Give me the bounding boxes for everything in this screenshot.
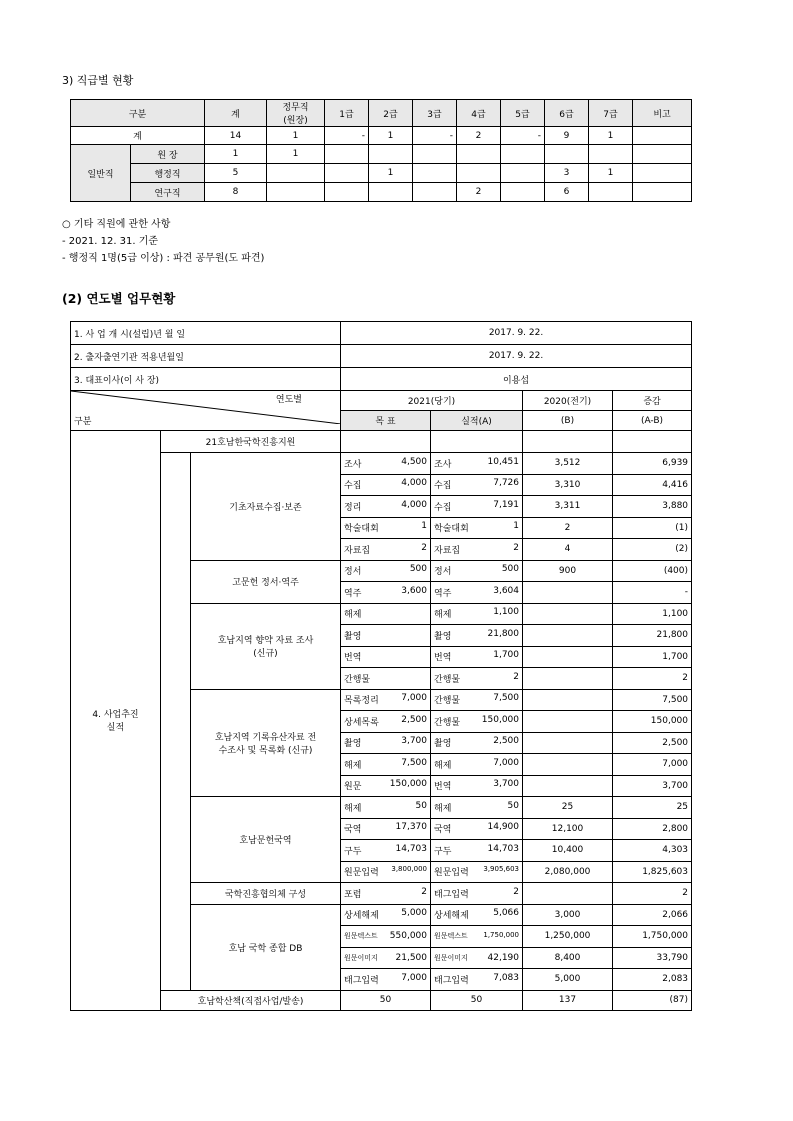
actual-cell: 촬영 2,500: [431, 732, 523, 754]
change-cell: 2: [613, 883, 692, 905]
rank-status-table: [70, 99, 692, 202]
header-8: 6급: [545, 100, 589, 127]
change-cell: 1,100: [613, 603, 692, 625]
change-cell: 7,500: [613, 689, 692, 711]
info-label: 3. 대표이사(이 사 장): [71, 368, 341, 391]
section2-title: (2) 연도별 업무현황: [62, 291, 176, 306]
header-change: 증감: [613, 391, 692, 411]
last-actual: 50: [431, 990, 523, 1010]
total-label: 계: [71, 127, 205, 145]
org-label: 21호남한국학진흥지원: [161, 431, 341, 453]
change-cell: 2,800: [613, 818, 692, 840]
total-cell: 9: [545, 127, 589, 145]
previous-cell: 2: [523, 517, 613, 539]
actual-cell: 국역 14,900: [431, 818, 523, 840]
actual-cell: 학술대회 1: [431, 517, 523, 539]
previous-cell: 8,400: [523, 947, 613, 969]
actual-cell: 촬영 21,800: [431, 625, 523, 647]
target-cell: 촬영 3,700: [341, 732, 431, 754]
row-cell: [325, 145, 369, 164]
actual-cell: 간행물 150,000: [431, 711, 523, 733]
row-cell: [267, 164, 325, 183]
actual-cell: 원문이미지 42,190: [431, 947, 523, 969]
target-cell: 원문이미지 21,500: [341, 947, 431, 969]
row-cell: 1: [589, 164, 633, 183]
target-cell: 해제: [341, 603, 431, 625]
row-cell: [501, 145, 545, 164]
actual-cell: 간행물 7,500: [431, 689, 523, 711]
group-name: 호남지역 기록유산자료 전 수조사 및 목록화 (신규): [191, 689, 341, 797]
target-cell: 목록정리 7,000: [341, 689, 431, 711]
target-cell: 조사 4,500: [341, 453, 431, 475]
change-cell: (1): [613, 517, 692, 539]
row-cell: [633, 145, 692, 164]
header-current: 2021(당기): [341, 391, 523, 411]
row-cell: 1: [369, 164, 413, 183]
actual-cell: 해제 50: [431, 797, 523, 819]
target-cell: 정서 500: [341, 560, 431, 582]
row-cell: [413, 183, 457, 202]
header-2: 정무직 (원장): [267, 100, 325, 127]
change-cell: 2,500: [613, 732, 692, 754]
target-cell: 간행물: [341, 668, 431, 690]
header-1: 계: [205, 100, 267, 127]
row-cell: [501, 164, 545, 183]
group-name: 호남지역 향약 자료 조사 (신규): [191, 603, 341, 689]
change-cell: 4,303: [613, 840, 692, 862]
previous-cell: [523, 754, 613, 776]
previous-cell: 3,310: [523, 474, 613, 496]
header-7: 5급: [501, 100, 545, 127]
total-cell: 14: [205, 127, 267, 145]
target-cell: 수집 4,000: [341, 474, 431, 496]
target-cell: 원문입력 3,800,000: [341, 861, 431, 883]
row-cell: [325, 183, 369, 202]
yearly-business-table: [70, 321, 692, 1011]
change-cell: 1,750,000: [613, 926, 692, 948]
info-value: 2017. 9. 22.: [341, 345, 692, 368]
change-cell: 1,700: [613, 646, 692, 668]
actual-cell: 태그입력 2: [431, 883, 523, 905]
note-2: - 2021. 12. 31. 기준: [62, 236, 159, 247]
row-cell: 3: [545, 164, 589, 183]
note-1: ○ 기타 직원에 관한 사항: [62, 219, 171, 230]
actual-cell: 해제 1,100: [431, 603, 523, 625]
main-label: 4. 사업추진 실적: [71, 431, 161, 1011]
previous-cell: [523, 689, 613, 711]
change-cell: 7,000: [613, 754, 692, 776]
row-cell: [413, 145, 457, 164]
previous-cell: 4: [523, 539, 613, 561]
total-cell: 2: [457, 127, 501, 145]
target-cell: 학술대회 1: [341, 517, 431, 539]
actual-cell: 태그입력 7,083: [431, 969, 523, 991]
target-cell: 자료집 2: [341, 539, 431, 561]
header-6: 4급: [457, 100, 501, 127]
previous-cell: 3,311: [523, 496, 613, 518]
last-change: (87): [613, 990, 692, 1010]
total-cell: 1: [589, 127, 633, 145]
total-cell: 1: [267, 127, 325, 145]
change-cell: 1,825,603: [613, 861, 692, 883]
previous-cell: 1,250,000: [523, 926, 613, 948]
row-cell: 1: [267, 145, 325, 164]
target-cell: 원문 150,000: [341, 775, 431, 797]
info-value: 2017. 9. 22.: [341, 322, 692, 345]
previous-cell: 10,400: [523, 840, 613, 862]
actual-cell: 상세해제 5,066: [431, 904, 523, 926]
change-cell: (2): [613, 539, 692, 561]
actual-cell: 자료집 2: [431, 539, 523, 561]
actual-cell: 정서 500: [431, 560, 523, 582]
header-9: 7급: [589, 100, 633, 127]
section3-title: 3) 직급별 현황: [62, 74, 134, 87]
actual-cell: 간행물 2: [431, 668, 523, 690]
target-cell: 해제 50: [341, 797, 431, 819]
change-cell: 2,066: [613, 904, 692, 926]
header-5: 3급: [413, 100, 457, 127]
header-target: 목 표: [341, 411, 431, 431]
total-cell: 1: [369, 127, 413, 145]
actual-cell: 번역 1,700: [431, 646, 523, 668]
change-cell: 4,416: [613, 474, 692, 496]
row-label: 원 장: [131, 145, 205, 164]
row-cell: 2: [457, 183, 501, 202]
last-previous: 137: [523, 990, 613, 1010]
header-category: 구분: [71, 100, 205, 127]
header-previous: 2020(전기): [523, 391, 613, 411]
previous-cell: [523, 775, 613, 797]
actual-cell: 원문텍스트 1,750,000: [431, 926, 523, 948]
previous-cell: 3,000: [523, 904, 613, 926]
actual-cell: 번역 3,700: [431, 775, 523, 797]
row-cell: 5: [205, 164, 267, 183]
change-cell: 2,083: [613, 969, 692, 991]
change-cell: 150,000: [613, 711, 692, 733]
target-cell: 번역: [341, 646, 431, 668]
change-cell: 3,700: [613, 775, 692, 797]
group-name: 호남 국학 종합 DB: [191, 904, 341, 990]
row-cell: [633, 183, 692, 202]
group-label: 일반직: [71, 145, 131, 202]
header-previous-sub: (B): [523, 411, 613, 431]
row-cell: [589, 145, 633, 164]
row-cell: [457, 164, 501, 183]
row-cell: 8: [205, 183, 267, 202]
diagonal-header: 연도별 구분: [71, 391, 341, 431]
target-cell: 국역 17,370: [341, 818, 431, 840]
row-cell: 6: [545, 183, 589, 202]
target-cell: 해제 7,500: [341, 754, 431, 776]
note-3: - 행정직 1명(5급 이상) : 파견 공무원(도 파견): [62, 253, 265, 264]
row-cell: [633, 164, 692, 183]
target-cell: 포럼 2: [341, 883, 431, 905]
previous-cell: [523, 883, 613, 905]
total-cell: -: [325, 127, 369, 145]
last-target: 50: [341, 990, 431, 1010]
total-cell: [633, 127, 692, 145]
previous-cell: 900: [523, 560, 613, 582]
header-actual: 실적(A): [431, 411, 523, 431]
change-cell: 33,790: [613, 947, 692, 969]
group-name: 호남문헌국역: [191, 797, 341, 883]
row-label: 연구직: [131, 183, 205, 202]
group-name: 국학진흥협의체 구성: [191, 883, 341, 905]
target-cell: 정리 4,000: [341, 496, 431, 518]
total-cell: -: [413, 127, 457, 145]
target-cell: 역주 3,600: [341, 582, 431, 604]
row-cell: [457, 145, 501, 164]
row-label: 행정직: [131, 164, 205, 183]
target-cell: 상세목록 2,500: [341, 711, 431, 733]
previous-cell: 2,080,000: [523, 861, 613, 883]
change-cell: 3,880: [613, 496, 692, 518]
target-cell: 태그입력 7,000: [341, 969, 431, 991]
target-cell: 촬영: [341, 625, 431, 647]
row-cell: [501, 183, 545, 202]
target-cell: 상세해제 5,000: [341, 904, 431, 926]
group-name: 기초자료수집·보존: [191, 453, 341, 561]
total-cell: -: [501, 127, 545, 145]
info-label: 1. 사 업 개 시(설립)년 월 일: [71, 322, 341, 345]
header-change-sub: (A-B): [613, 411, 692, 431]
row-cell: [589, 183, 633, 202]
header-3: 1급: [325, 100, 369, 127]
previous-cell: 12,100: [523, 818, 613, 840]
spacer-col: [161, 453, 191, 991]
actual-cell: 수집 7,191: [431, 496, 523, 518]
row-cell: [369, 145, 413, 164]
target-cell: 구두 14,703: [341, 840, 431, 862]
previous-cell: 25: [523, 797, 613, 819]
change-cell: -: [613, 582, 692, 604]
previous-cell: 5,000: [523, 969, 613, 991]
row-cell: 1: [205, 145, 267, 164]
info-label: 2. 출자출연기관 적용년월일: [71, 345, 341, 368]
group-name: 고문헌 정서·역주: [191, 560, 341, 603]
actual-cell: 역주 3,604: [431, 582, 523, 604]
header-4: 2급: [369, 100, 413, 127]
actual-cell: 수집 7,726: [431, 474, 523, 496]
previous-cell: [523, 582, 613, 604]
change-cell: 25: [613, 797, 692, 819]
change-cell: 21,800: [613, 625, 692, 647]
header-10: 비고: [633, 100, 692, 127]
actual-cell: 원문입력 3,905,603: [431, 861, 523, 883]
row-cell: [325, 164, 369, 183]
actual-cell: 조사 10,451: [431, 453, 523, 475]
previous-cell: 3,512: [523, 453, 613, 475]
row-cell: [369, 183, 413, 202]
previous-cell: [523, 711, 613, 733]
change-cell: 2: [613, 668, 692, 690]
info-value: 이용섭: [341, 368, 692, 391]
previous-cell: [523, 668, 613, 690]
last-row-label: 호남학산책(직접사업/발송): [161, 990, 341, 1010]
change-cell: 6,939: [613, 453, 692, 475]
actual-cell: 구두 14,703: [431, 840, 523, 862]
previous-cell: [523, 646, 613, 668]
row-cell: [545, 145, 589, 164]
row-cell: [413, 164, 457, 183]
previous-cell: [523, 603, 613, 625]
row-cell: [267, 183, 325, 202]
previous-cell: [523, 732, 613, 754]
actual-cell: 해제 7,000: [431, 754, 523, 776]
change-cell: (400): [613, 560, 692, 582]
previous-cell: [523, 625, 613, 647]
target-cell: 원문텍스트 550,000: [341, 926, 431, 948]
